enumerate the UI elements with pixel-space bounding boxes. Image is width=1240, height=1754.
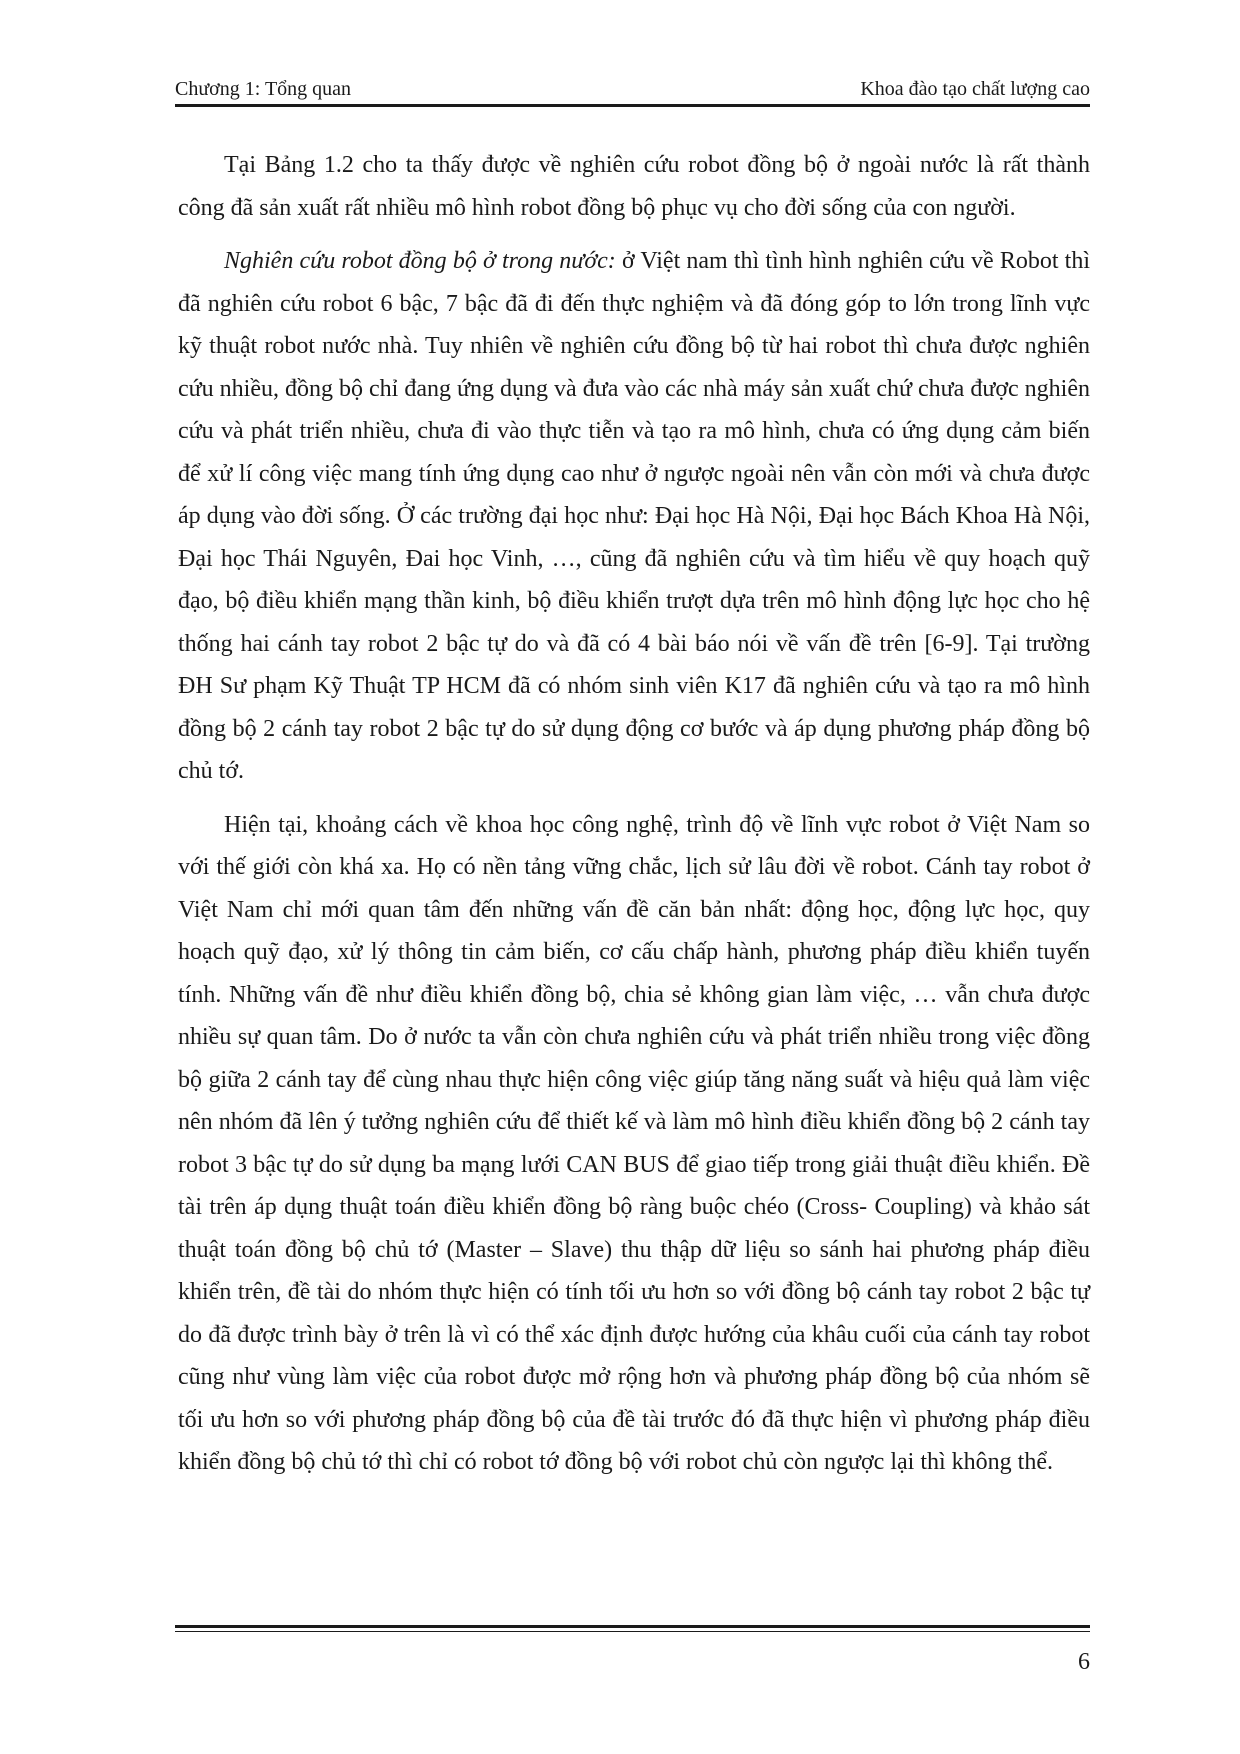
body-text (178, 144, 1090, 1484)
header-rule (175, 104, 1090, 107)
paragraph-1: Tại Bảng 1.2 cho ta thấy được về nghiên cứu robot đồng bộ ở ngoài nước là rất thành công đã sản xuất rất nhiều mô hình robot đồng bộ phục vụ cho đời sống của con người. (178, 152, 1090, 221)
footer-rule-thin (175, 1631, 1090, 1632)
faculty-name: Khoa đào tạo chất lượng cao (860, 78, 1090, 100)
paragraph-2-text: ở Việt nam thì tình hình nghiên cứu về Robot thì đã nghiên cứu robot 6 bậc, 7 bậc đã đi đến thực nghiệm và đã đóng góp to lớn trong lĩnh vực kỹ thuật robot nước nhà. Tuy nhiên về nghiên cứu đồng bộ từ hai robot thì chưa được nghiên cứu nhiều, đồng bộ chỉ đang ứng dụng và đưa vào các nhà máy sản xuất chứ chưa được nghiên cứu và phát triển nhiều, chưa đi vào thực tiễn và tạo ra mô hình, chưa có ứng dụng cảm biến để xử lí công việc mang tính ứng dụng cao như ở ngược ngoài nên vẫn còn mới và chưa được áp dụng vào đời sống. Ở các trường đại học như: Đại học Hà Nội, Đại học Bách Khoa Hà Nội, Đại học Thái Nguyên, Đai học Vinh, …, cũng đã nghiên cứu và tìm hiểu về quy hoạch quỹ đạo, bộ điều khiển mạng thần kinh, bộ điều khiển trượt dựa trên mô hình động lực học cho hệ thống hai cánh tay robot 2 bậc tự do và đã có 4 bài báo nói về vấn đề trên [6-9]. Tại trường ĐH Sư phạm Kỹ Thuật TP HCM đã có nhóm sinh viên K17 đã nghiên cứu và tạo ra mô hình đồng bộ 2 cánh tay robot 2 bậc tự do sử dụng động cơ bước và áp dụng phương pháp đồng bộ chủ tớ. (178, 248, 1090, 784)
page-header (175, 74, 1090, 104)
paragraph-3: Hiện tại, khoảng cách về khoa học công nghệ, trình độ về lĩnh vực robot ở Việt Nam so với thế giới còn khá xa. Họ có nền tảng vững chắc, lịch sử lâu đời về robot. Cánh tay robot ở Việt Nam chỉ mới quan tâm đến những vấn đề căn bản nhất: động học, động lực học, quy hoạch quỹ đạo, xử lý thông tin cảm biến, cơ cấu chấp hành, phương pháp điều khiển tuyến tính. Những vấn đề như điều khiển đồng bộ, chia sẻ không gian làm việc, … vẫn chưa được nhiều sự quan tâm. Do ở nước ta vẫn còn chưa nghiên cứu và phát triển nhiều trong việc đồng bộ giữa 2 cánh tay để cùng nhau thực hiện công việc giúp tăng năng suất và hiệu quả làm việc nên nhóm đã lên ý tưởng nghiên cứu để thiết kế và làm mô hình điều khiển đồng bộ 2 cánh tay robot 3 bậc tự do sử dụng ba mạng lưới CAN BUS để giao tiếp trong giải thuật điều khiển. Đề tài trên áp dụng thuật toán điều khiển đồng bộ ràng buộc chéo (Cross- Coupling) và khảo sát thuật toán đồng bộ chủ tớ (Master – Slave) thu thập dữ liệu so sánh hai phương pháp điều khiển trên, đề tài do nhóm thực hiện có tính tối ưu hơn so với đồng bộ cánh tay robot 2 bậc tự do đã được trình bày ở trên là vì có thể xác định được hướng của khâu cuối của cánh tay robot cũng như vùng làm việc của robot được mở rộng hơn và phương pháp đồng bộ của nhóm sẽ tối ưu hơn so với phương pháp đồng bộ của đề tài trước đó đã thực hiện vì phương pháp điều khiển đồng bộ chủ tớ thì chỉ có robot tớ đồng bộ với robot chủ còn ngược lại thì không thể. (178, 811, 1090, 1475)
footer-rule-thick (175, 1625, 1090, 1628)
chapter-title: Chương 1: Tổng quan (175, 78, 352, 100)
paragraph-2 (178, 240, 1090, 793)
page-number: 6 (1078, 1649, 1090, 1675)
paragraph-2-lead: Nghiên cứu robot đồng bộ ở trong nước: (224, 248, 616, 274)
